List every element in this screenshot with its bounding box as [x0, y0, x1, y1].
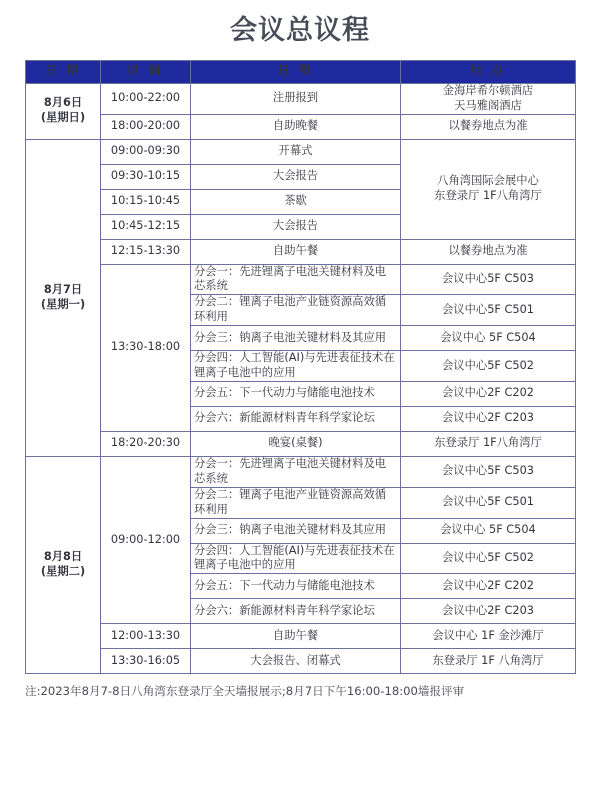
place-cell: 东登录厅 1F 八角湾厅: [401, 649, 576, 674]
session-cell: 开幕式: [191, 139, 401, 164]
subsession-label: 分会六：: [194, 603, 240, 617]
table-row: [26, 624, 576, 649]
place-cell: 以餐券地点为准: [401, 239, 576, 264]
subsession-label: 分会五：: [194, 386, 240, 400]
column-header-session: 日 程: [191, 60, 401, 83]
place-cell: 东登录厅 1F八角湾厅: [401, 431, 576, 456]
time-cell: 18:20-20:30: [101, 431, 191, 456]
place-cell: 金海岸希尔顿酒店 天马雅阁酒店: [401, 83, 576, 114]
place-cell: 会议中心2F C202: [401, 381, 576, 406]
table-row: [26, 83, 576, 114]
time-cell: 09:30-10:15: [101, 164, 191, 189]
session-cell: 分会四：人工智能(AI)与先进表征技术在锂离子电池中的应用: [191, 351, 401, 382]
table-header-row: [26, 60, 576, 83]
place-cell: 会议中心5F C503: [401, 264, 576, 295]
session-cell: 分会一：先进锂离子电池关键材料及电芯系统: [191, 264, 401, 295]
session-cell: 注册报到: [191, 83, 401, 114]
table-row: [26, 264, 576, 295]
time-cell: 13:30-18:00: [101, 264, 191, 431]
session-cell: 分会三：钠离子电池关键材料及其应用: [191, 326, 401, 351]
column-header-place: 地 点: [401, 60, 576, 83]
session-cell: 自助晚餐: [191, 114, 401, 139]
subsession-label: 分会二：: [194, 295, 240, 309]
time-cell: 12:15-13:30: [101, 239, 191, 264]
time-cell: 10:45-12:15: [101, 214, 191, 239]
subsession-label: 分会三：: [194, 330, 240, 344]
column-header-date: 日 期: [26, 60, 101, 83]
place-cell: 会议中心2F C203: [401, 599, 576, 624]
time-cell: 18:00-20:00: [101, 114, 191, 139]
session-cell: 大会报告: [191, 164, 401, 189]
table-row: [26, 239, 576, 264]
table-row: [26, 456, 576, 487]
session-cell: 茶歇: [191, 189, 401, 214]
subsession-label: 分会一：: [194, 264, 240, 278]
subsession-label: 分会四：: [194, 351, 240, 365]
place-cell: 会议中心 5F C504: [401, 518, 576, 543]
subsession-label: 分会四：: [194, 543, 240, 557]
place-cell: 以餐券地点为准: [401, 114, 576, 139]
subsession-label: 分会三：: [194, 523, 240, 537]
table-row: [26, 114, 576, 139]
place-cell: 会议中心5F C501: [401, 295, 576, 326]
session-cell: 分会三：钠离子电池关键材料及其应用: [191, 518, 401, 543]
date-cell: 8月6日 (星期日): [26, 83, 101, 139]
place-cell: 会议中心2F C202: [401, 574, 576, 599]
session-cell: 分会六：新能源材料青年科学家论坛: [191, 599, 401, 624]
session-cell: 分会二：锂离子电池产业链资源高效循环利用: [191, 295, 401, 326]
session-cell: 分会五：下一代动力与储能电池技术: [191, 574, 401, 599]
time-cell: 09:00-09:30: [101, 139, 191, 164]
session-cell: 大会报告: [191, 214, 401, 239]
session-cell: 分会一：先进锂离子电池关键材料及电芯系统: [191, 456, 401, 487]
session-cell: 大会报告、闭幕式: [191, 649, 401, 674]
footnote: 注:2023年8月7-8日八角湾东登录厅全天墙报展示;8月7日下午16:00-18:00墙报评审: [25, 684, 465, 699]
time-cell: 10:00-22:00: [101, 83, 191, 114]
place-cell: 会议中心 5F C504: [401, 326, 576, 351]
session-cell: 自助午餐: [191, 239, 401, 264]
page-title: 会议总议程: [230, 15, 370, 46]
session-cell: 分会二：锂离子电池产业链资源高效循环利用: [191, 487, 401, 518]
place-cell: 八角湾国际会展中心 东登录厅 1F八角湾厅: [401, 139, 576, 239]
place-cell: 会议中心5F C502: [401, 543, 576, 574]
session-cell: 晚宴(桌餐): [191, 431, 401, 456]
session-cell: 分会四：人工智能(AI)与先进表征技术在锂离子电池中的应用: [191, 543, 401, 574]
table-row: [26, 139, 576, 164]
date-cell: 8月7日 (星期一): [26, 139, 101, 456]
place-cell: 会议中心 1F 金沙滩厅: [401, 624, 576, 649]
subsession-label: 分会六：: [194, 411, 240, 425]
agenda-table-container: [25, 60, 575, 675]
session-cell: 分会六：新能源材料青年科学家论坛: [191, 406, 401, 431]
time-cell: 09:00-12:00: [101, 456, 191, 623]
agenda-table: [25, 60, 576, 675]
table-header: [26, 60, 576, 83]
subsession-label: 分会二：: [194, 487, 240, 501]
session-cell: 自助午餐: [191, 624, 401, 649]
column-header-time: 时 间: [101, 60, 191, 83]
place-cell: 会议中心2F C203: [401, 406, 576, 431]
place-cell: 会议中心5F C502: [401, 351, 576, 382]
table-body: [26, 83, 576, 674]
place-cell: 会议中心5F C501: [401, 487, 576, 518]
place-cell: 会议中心5F C503: [401, 456, 576, 487]
subsession-label: 分会五：: [194, 578, 240, 592]
table-row: [26, 431, 576, 456]
table-row: [26, 649, 576, 674]
session-cell: 分会五：下一代动力与储能电池技术: [191, 381, 401, 406]
time-cell: 10:15-10:45: [101, 189, 191, 214]
time-cell: 12:00-13:30: [101, 624, 191, 649]
time-cell: 13:30-16:05: [101, 649, 191, 674]
date-cell: 8月8日 (星期二): [26, 456, 101, 673]
subsession-label: 分会一：: [194, 456, 240, 470]
